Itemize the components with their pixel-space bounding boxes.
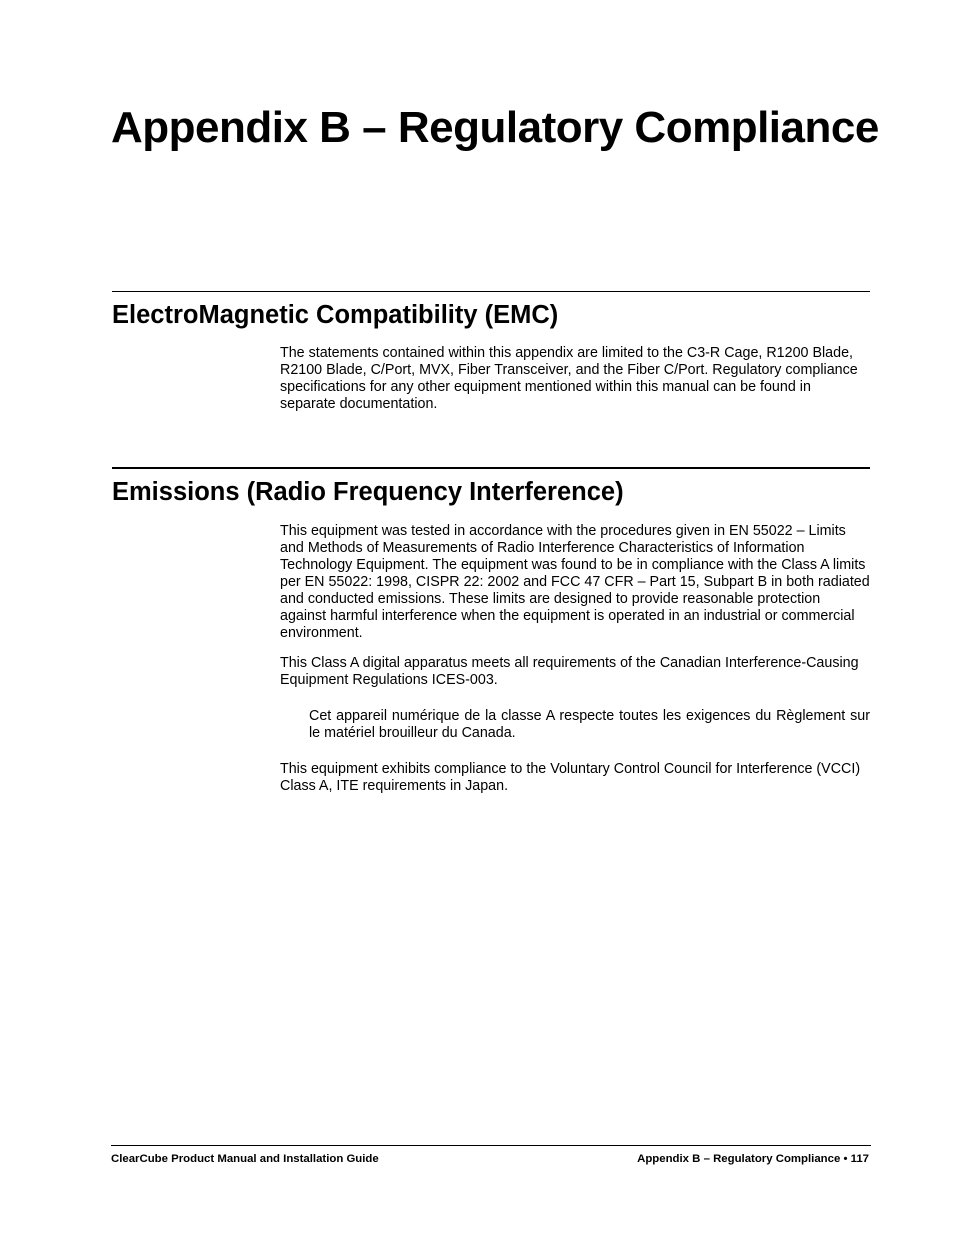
emissions-paragraph-testing: This equipment was tested in accordance with the procedures given in EN 55022 – Limits and Methods of Measurements of Radio Interference Characteristics of Information Technology Equipment. The equipment was found to be in compliance with the Class A limits per EN 55022: 1998, CISPR 22: 2002 and FCC 47 CFR – Part 15, Subpart B in both radiated and conducted emissions. These limits are designed to provide reasonable protection against harmful interference when the equipment is operated in an industrial or commercial environment. — [280, 523, 870, 641]
section-divider — [112, 291, 870, 292]
emc-paragraph: The statements contained within this appendix are limited to the C3-R Cage, R1200 Blade, R2100 Blade, C/Port, MVX, Fiber Transceiver, and the Fiber C/Port. Regulatory compliance specifications for any other equipment mentioned within this manual can be found in separate documentation. — [280, 345, 858, 412]
page-title: Appendix B – Regulatory Compliance — [111, 103, 879, 152]
emissions-paragraph-canada: This Class A digital apparatus meets all requirements of the Canadian Interference-Causing Equipment Regulations ICES-003. — [280, 655, 859, 688]
footer-divider — [111, 1145, 871, 1146]
section-heading-emc: ElectroMagnetic Compatibility (EMC) — [112, 301, 559, 329]
section-heading-emissions: Emissions (Radio Frequency Interference) — [112, 478, 624, 506]
emissions-paragraph-vcci: This equipment exhibits compliance to the Voluntary Control Council for Interference (VCCI) Class A, ITE requirements in Japan. — [280, 761, 861, 794]
emissions-paragraph-french: Cet appareil numérique de la classe A respecte toutes les exigences du Règlement sur le matériel brouilleur du Canada. — [309, 708, 870, 741]
section-divider — [112, 467, 870, 469]
footer-page-label: Appendix B – Regulatory Compliance • 117 — [637, 1153, 869, 1165]
footer-manual-title: ClearCube Product Manual and Installation Guide — [111, 1153, 379, 1165]
